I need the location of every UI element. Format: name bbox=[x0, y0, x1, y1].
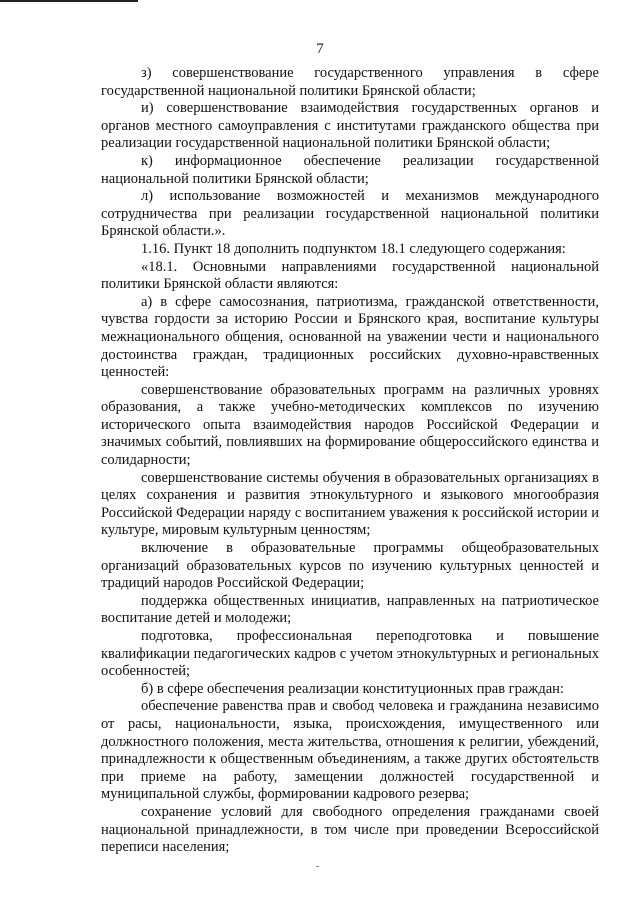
paragraph: включение в образовательные программы общеобразовательных организаций образовательных курсов по изучению культурных ценностей и традиций народов Российской Федерации; bbox=[101, 540, 599, 592]
paragraph: 1.16. Пункт 18 дополнить подпунктом 18.1 следующего содержания: bbox=[141, 240, 566, 257]
paragraph: л) использование возможностей и механизмов международного сотрудничества при реализации государственной национальной политики Брянской области.». bbox=[101, 188, 599, 240]
paragraph: а) в сфере самосознания, патриотизма, гражданской ответственности, чувства гордости за историю России и Брянского края, воспитание культуры межнационального общения, основанной на уважении чести и национального достоинства граждан, традиционных российских духовно-нравственных ценностей: bbox=[101, 293, 599, 381]
document-body bbox=[101, 65, 599, 857]
paragraph: подготовка, профессиональная переподготовка и повышение квалификации педагогических кадров с учетом этнокультурных и региональных особенностей; bbox=[101, 628, 600, 680]
scan-speck bbox=[316, 866, 319, 867]
paragraph: поддержка общественных инициатив, направленных на патриотическое воспитание детей и молодежи; bbox=[101, 592, 599, 627]
paragraph: «18.1. Основными направлениями государственной национальной политики Брянской области являются: bbox=[101, 258, 599, 293]
paragraph: з) совершенствование государственного управления в сфере государственной национальной политики Брянской области; bbox=[101, 65, 599, 99]
paragraph: к) информационное обеспечение реализации государственной национальной политики Брянской области; bbox=[101, 152, 599, 187]
paragraph: совершенствование системы обучения в образовательных организациях в целях сохранения и развития этнокультурного и языкового многообразия Российской Федерации наряду с воспитанием уважения к российской истории и культуре, мировым культурным ценностям; bbox=[101, 469, 599, 539]
paragraph: б) в сфере обеспечения реализации конституционных прав граждан: bbox=[141, 680, 564, 697]
paragraph: обеспечение равенства прав и свобод человека и гражданина независимо от расы, национальности, языка, происхождения, имущественного или должностного положения, места жительства, отношения к религии, убеждений, принадлежности к общественным объединениям, а также других обстоятельств при приеме на работу, замещении должностей государственной и муниципальной службы, формировании кадрового резерва; bbox=[101, 698, 599, 803]
paragraph: сохранение условий для свободного определения гражданами своей национальной принадлежности, в том числе при проведении Всероссийской переписи населения; bbox=[101, 803, 599, 856]
page-number: 7 bbox=[316, 41, 324, 57]
paragraph: совершенствование образовательных программ на различных уровнях образования, а также учебно-методических комплексов по изучению исторического опыта взаимодействия народов Российской Федерации и значимых событий, повлиявших на формирование общероссийского единства и солидарности; bbox=[101, 381, 599, 469]
paragraph: и) совершенствование взаимодействия государственных органов и органов местного самоуправления с институтами гражданского общества при реализации государственной национальной политики Брянской области; bbox=[101, 100, 599, 152]
top-edge-rule bbox=[0, 0, 138, 2]
